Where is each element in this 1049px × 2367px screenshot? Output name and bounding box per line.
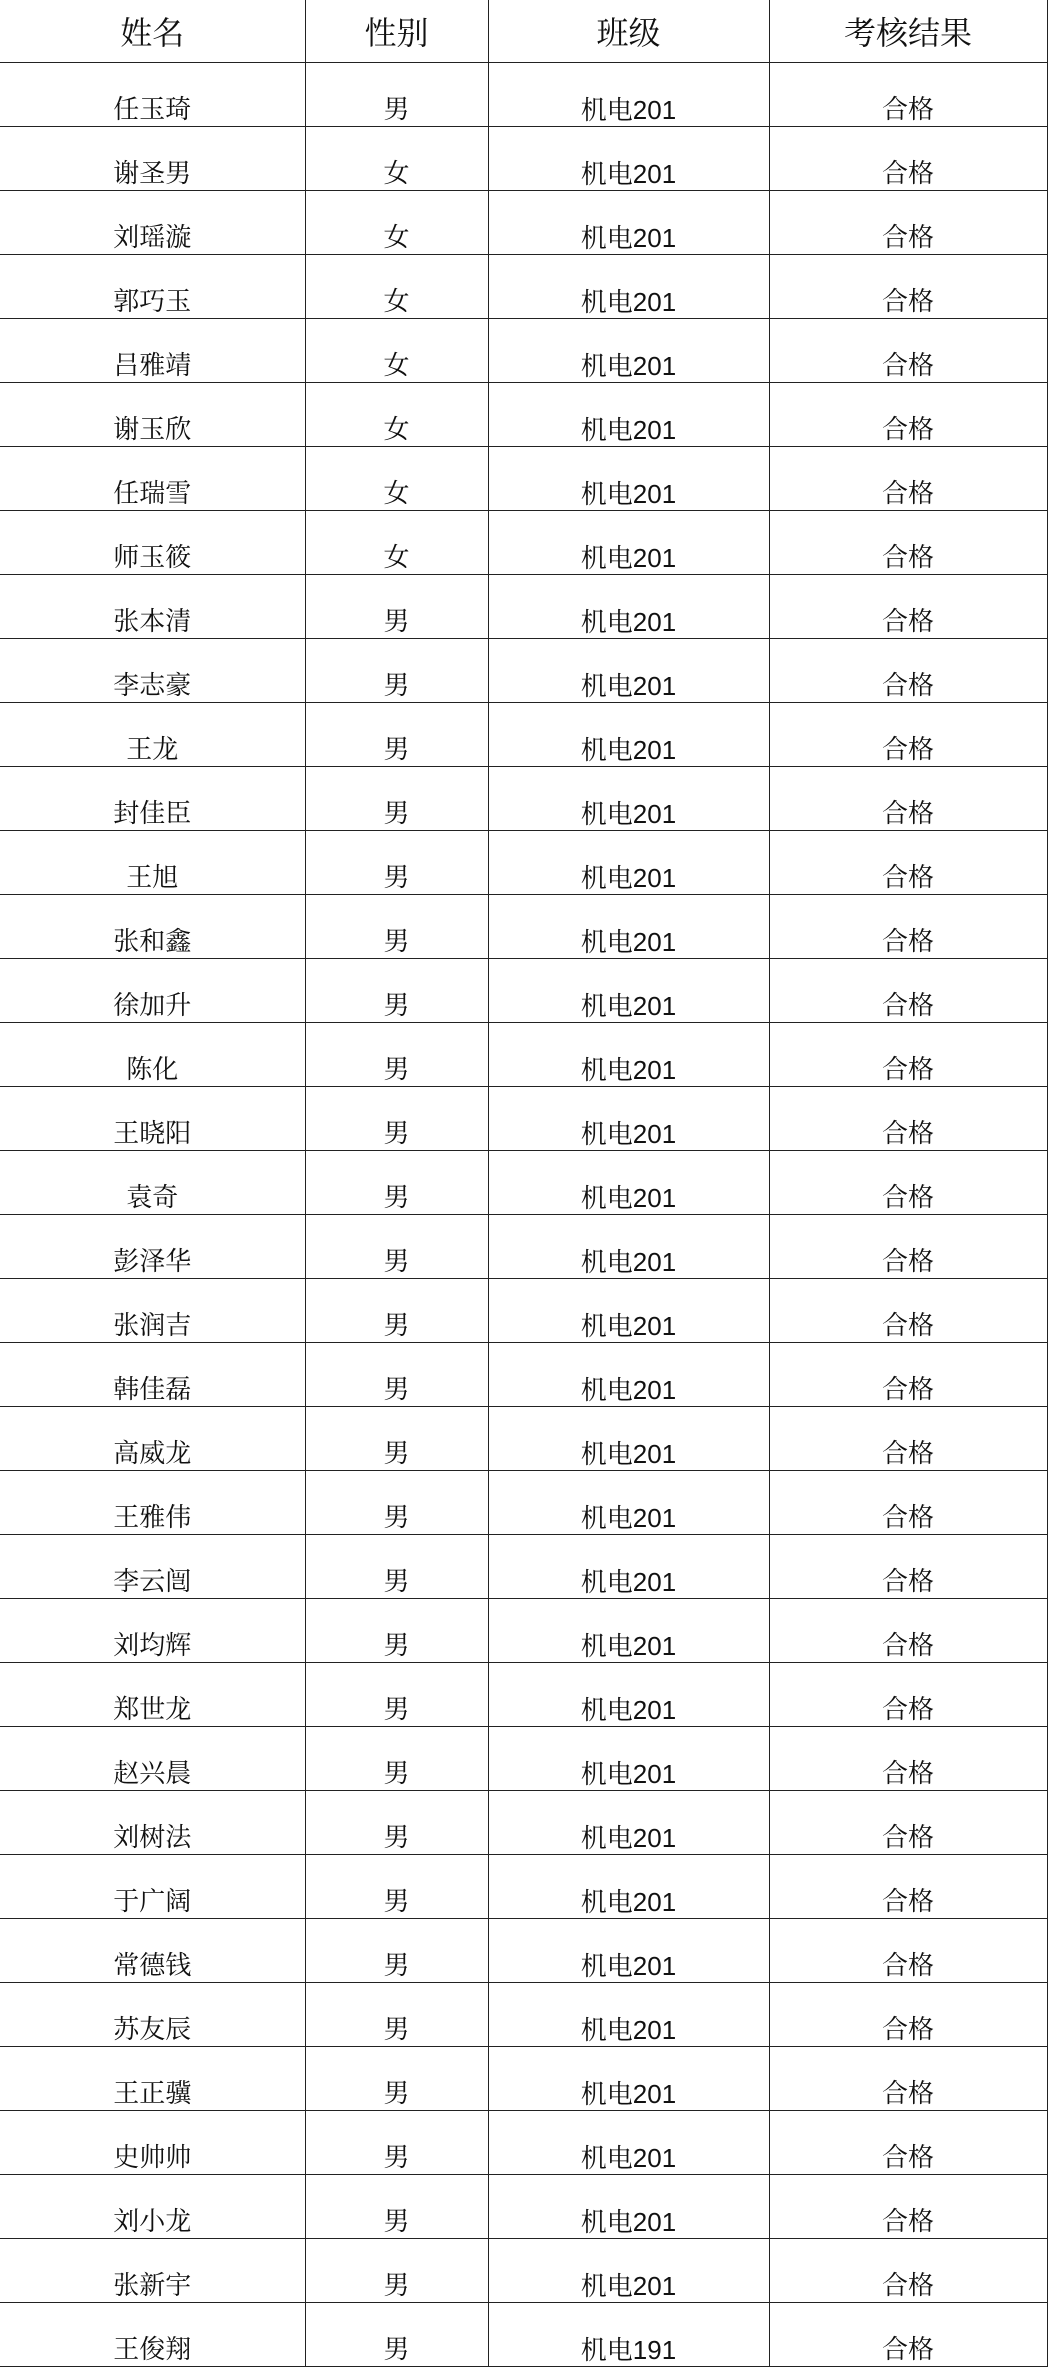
class-cell: 机电191 (488, 2303, 769, 2367)
class-cell: 机电201 (488, 831, 769, 895)
class-cell: 机电201 (488, 2111, 769, 2175)
gender-cell: 男 (305, 1151, 488, 1215)
gender-cell: 男 (305, 1343, 488, 1407)
gender-cell: 男 (305, 1023, 488, 1087)
class-cell: 机电201 (488, 1023, 769, 1087)
gender-cell: 男 (305, 1215, 488, 1279)
result-cell: 合格 (769, 255, 1047, 319)
gender-cell: 男 (305, 1535, 488, 1599)
result-cell: 合格 (769, 1919, 1047, 1983)
class-cell: 机电201 (488, 2047, 769, 2111)
result-cell: 合格 (769, 1471, 1047, 1535)
name-cell: 任玉琦 (0, 63, 305, 127)
result-cell: 合格 (769, 127, 1047, 191)
class-cell: 机电201 (488, 447, 769, 511)
table-row (0, 2303, 1047, 2367)
gender-cell: 男 (305, 959, 488, 1023)
name-cell: 刘树法 (0, 1791, 305, 1855)
gender-cell: 男 (305, 1087, 488, 1151)
result-cell: 合格 (769, 1215, 1047, 1279)
result-cell: 合格 (769, 1663, 1047, 1727)
class-cell: 机电201 (488, 1151, 769, 1215)
table-row (0, 1279, 1047, 1343)
table-row (0, 1151, 1047, 1215)
table-row (0, 1215, 1047, 1279)
name-cell: 张新宇 (0, 2239, 305, 2303)
name-cell: 史帅帅 (0, 2111, 305, 2175)
class-cell: 机电201 (488, 1215, 769, 1279)
gender-cell: 女 (305, 127, 488, 191)
name-cell: 张本清 (0, 575, 305, 639)
table-row (0, 1663, 1047, 1727)
class-cell: 机电201 (488, 63, 769, 127)
name-cell: 王正骥 (0, 2047, 305, 2111)
result-cell: 合格 (769, 2303, 1047, 2367)
class-cell: 机电201 (488, 1343, 769, 1407)
table-header (0, 0, 1047, 63)
class-cell: 机电201 (488, 959, 769, 1023)
gender-cell: 男 (305, 895, 488, 959)
class-cell: 机电201 (488, 895, 769, 959)
gender-cell: 男 (305, 1855, 488, 1919)
class-cell: 机电201 (488, 319, 769, 383)
result-cell: 合格 (769, 2047, 1047, 2111)
gender-cell: 男 (305, 1727, 488, 1791)
table-row (0, 1023, 1047, 1087)
class-cell: 机电201 (488, 1599, 769, 1663)
table-row (0, 1791, 1047, 1855)
name-cell: 常德钱 (0, 1919, 305, 1983)
table-row (0, 127, 1047, 191)
class-cell: 机电201 (488, 1407, 769, 1471)
table-row (0, 895, 1047, 959)
name-cell: 赵兴晨 (0, 1727, 305, 1791)
class-cell: 机电201 (488, 1855, 769, 1919)
result-cell: 合格 (769, 1087, 1047, 1151)
table-row (0, 319, 1047, 383)
gender-cell: 男 (305, 767, 488, 831)
gender-cell: 男 (305, 2303, 488, 2367)
result-cell: 合格 (769, 1279, 1047, 1343)
table-row (0, 1407, 1047, 1471)
header-result: 考核结果 (769, 0, 1047, 63)
table-row (0, 63, 1047, 127)
result-cell: 合格 (769, 1535, 1047, 1599)
result-cell: 合格 (769, 319, 1047, 383)
table-row (0, 1983, 1047, 2047)
gender-cell: 女 (305, 511, 488, 575)
result-cell: 合格 (769, 1791, 1047, 1855)
class-cell: 机电201 (488, 1535, 769, 1599)
result-cell: 合格 (769, 767, 1047, 831)
result-cell: 合格 (769, 1023, 1047, 1087)
result-cell: 合格 (769, 2175, 1047, 2239)
result-cell: 合格 (769, 511, 1047, 575)
class-cell: 机电201 (488, 1663, 769, 1727)
table-row (0, 511, 1047, 575)
name-cell: 王龙 (0, 703, 305, 767)
name-cell: 封佳臣 (0, 767, 305, 831)
class-cell: 机电201 (488, 1727, 769, 1791)
table-row (0, 2047, 1047, 2111)
name-cell: 郭巧玉 (0, 255, 305, 319)
header-class: 班级 (488, 0, 769, 63)
gender-cell: 男 (305, 2047, 488, 2111)
table-body (0, 63, 1047, 2367)
result-cell: 合格 (769, 1599, 1047, 1663)
gender-cell: 男 (305, 1407, 488, 1471)
gender-cell: 女 (305, 191, 488, 255)
table-row (0, 831, 1047, 895)
table-row (0, 1599, 1047, 1663)
table-row (0, 447, 1047, 511)
gender-cell: 女 (305, 447, 488, 511)
class-cell: 机电201 (488, 1087, 769, 1151)
gender-cell: 男 (305, 831, 488, 895)
result-cell: 合格 (769, 63, 1047, 127)
table-row (0, 1535, 1047, 1599)
name-cell: 于广阔 (0, 1855, 305, 1919)
name-cell: 陈化 (0, 1023, 305, 1087)
result-cell: 合格 (769, 1855, 1047, 1919)
table-row (0, 2175, 1047, 2239)
name-cell: 谢圣男 (0, 127, 305, 191)
name-cell: 彭泽华 (0, 1215, 305, 1279)
table-row (0, 1087, 1047, 1151)
result-cell: 合格 (769, 191, 1047, 255)
name-cell: 王晓阳 (0, 1087, 305, 1151)
gender-cell: 男 (305, 63, 488, 127)
name-cell: 任瑞雪 (0, 447, 305, 511)
class-cell: 机电201 (488, 2175, 769, 2239)
class-cell: 机电201 (488, 2239, 769, 2303)
result-cell: 合格 (769, 575, 1047, 639)
name-cell: 高威龙 (0, 1407, 305, 1471)
header-name: 姓名 (0, 0, 305, 63)
result-cell: 合格 (769, 703, 1047, 767)
result-cell: 合格 (769, 1343, 1047, 1407)
result-cell: 合格 (769, 1407, 1047, 1471)
class-cell: 机电201 (488, 1983, 769, 2047)
table-row (0, 2239, 1047, 2303)
result-cell: 合格 (769, 895, 1047, 959)
class-cell: 机电201 (488, 767, 769, 831)
gender-cell: 男 (305, 1471, 488, 1535)
name-cell: 王俊翔 (0, 2303, 305, 2367)
name-cell: 王旭 (0, 831, 305, 895)
class-cell: 机电201 (488, 1279, 769, 1343)
name-cell: 徐加升 (0, 959, 305, 1023)
table-row (0, 191, 1047, 255)
gender-cell: 男 (305, 1599, 488, 1663)
table-row (0, 1855, 1047, 1919)
class-cell: 机电201 (488, 191, 769, 255)
gender-cell: 男 (305, 703, 488, 767)
class-cell: 机电201 (488, 1471, 769, 1535)
table-row (0, 255, 1047, 319)
name-cell: 郑世龙 (0, 1663, 305, 1727)
class-cell: 机电201 (488, 1919, 769, 1983)
table-row (0, 1471, 1047, 1535)
result-cell: 合格 (769, 831, 1047, 895)
name-cell: 张润吉 (0, 1279, 305, 1343)
table-row (0, 575, 1047, 639)
table-row (0, 383, 1047, 447)
name-cell: 吕雅靖 (0, 319, 305, 383)
name-cell: 李志豪 (0, 639, 305, 703)
name-cell: 李云闿 (0, 1535, 305, 1599)
class-cell: 机电201 (488, 511, 769, 575)
header-gender: 性别 (305, 0, 488, 63)
table-row (0, 639, 1047, 703)
gender-cell: 男 (305, 1919, 488, 1983)
gender-cell: 女 (305, 255, 488, 319)
result-cell: 合格 (769, 447, 1047, 511)
table-row (0, 767, 1047, 831)
class-cell: 机电201 (488, 639, 769, 703)
name-cell: 刘小龙 (0, 2175, 305, 2239)
gender-cell: 男 (305, 1791, 488, 1855)
gender-cell: 男 (305, 639, 488, 703)
gender-cell: 男 (305, 2239, 488, 2303)
gender-cell: 男 (305, 1663, 488, 1727)
class-cell: 机电201 (488, 127, 769, 191)
class-cell: 机电201 (488, 703, 769, 767)
gender-cell: 女 (305, 383, 488, 447)
name-cell: 刘均辉 (0, 1599, 305, 1663)
table-row (0, 2111, 1047, 2175)
header-row (0, 0, 1047, 63)
gender-cell: 男 (305, 575, 488, 639)
result-cell: 合格 (769, 1983, 1047, 2047)
table-row (0, 1343, 1047, 1407)
class-cell: 机电201 (488, 383, 769, 447)
class-cell: 机电201 (488, 1791, 769, 1855)
result-cell: 合格 (769, 383, 1047, 447)
class-cell: 机电201 (488, 575, 769, 639)
result-cell: 合格 (769, 2111, 1047, 2175)
table-row (0, 1727, 1047, 1791)
name-cell: 袁奇 (0, 1151, 305, 1215)
gender-cell: 男 (305, 1983, 488, 2047)
name-cell: 王雅伟 (0, 1471, 305, 1535)
name-cell: 刘瑶漩 (0, 191, 305, 255)
gender-cell: 男 (305, 1279, 488, 1343)
name-cell: 张和鑫 (0, 895, 305, 959)
table-row (0, 1919, 1047, 1983)
name-cell: 师玉筱 (0, 511, 305, 575)
result-cell: 合格 (769, 2239, 1047, 2303)
class-cell: 机电201 (488, 255, 769, 319)
name-cell: 谢玉欣 (0, 383, 305, 447)
result-cell: 合格 (769, 1151, 1047, 1215)
result-cell: 合格 (769, 1727, 1047, 1791)
table-row (0, 959, 1047, 1023)
gender-cell: 男 (305, 2175, 488, 2239)
gender-cell: 女 (305, 319, 488, 383)
result-cell: 合格 (769, 959, 1047, 1023)
table-row (0, 703, 1047, 767)
gender-cell: 男 (305, 2111, 488, 2175)
name-cell: 苏友辰 (0, 1983, 305, 2047)
result-cell: 合格 (769, 639, 1047, 703)
name-cell: 韩佳磊 (0, 1343, 305, 1407)
